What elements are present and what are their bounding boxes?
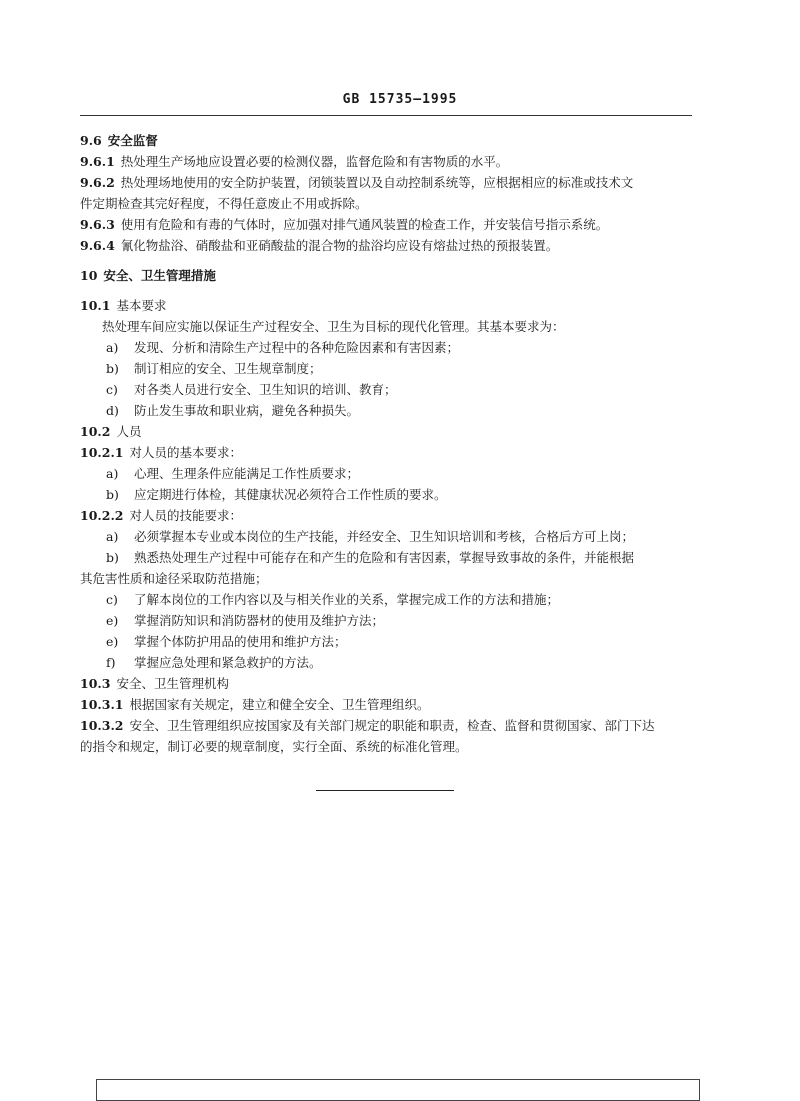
standard-number-header: GB 15735—1995 xyxy=(342,92,458,107)
clause-text: 的指令和规定，制订必要的规章制度，实行全面、系统的标准化管理。 xyxy=(80,739,468,754)
clause-number: 10.1 xyxy=(80,298,111,313)
document-line xyxy=(80,265,696,286)
clause-text: 防止发生事故和职业病，避免各种损失。 xyxy=(134,403,360,418)
list-item-label: d) xyxy=(106,403,119,418)
document-line xyxy=(80,337,696,358)
clause-text: 发现、分析和清除生产过程中的各种危险因素和有害因素； xyxy=(134,340,460,355)
clause-number: 9.6.2 xyxy=(80,175,115,190)
clause-text: 必须掌握本专业或本岗位的生产技能，并经安全、卫生知识培训和考核，合格后方可上岗； xyxy=(134,529,635,544)
clause-text: 制订相应的安全、卫生规章制度； xyxy=(134,361,322,376)
document-line xyxy=(80,379,696,400)
list-item-label: b) xyxy=(106,550,119,565)
document-line xyxy=(80,589,696,610)
clause-number: 9.6.4 xyxy=(80,238,115,253)
document-line xyxy=(80,130,696,151)
clause-text: 安全监督 xyxy=(107,133,158,148)
document-line xyxy=(80,463,696,484)
document-line xyxy=(80,421,696,442)
header-rule xyxy=(80,115,692,116)
clause-text: 人员 xyxy=(116,424,142,439)
section-gap xyxy=(80,286,696,295)
document-body xyxy=(80,130,696,757)
list-item-label: b) xyxy=(106,361,119,376)
clause-text: 安全、卫生管理组织应按国家及有关部门规定的职能和职责，检查、监督和贯彻国家、部门下达 xyxy=(129,718,655,733)
document-line xyxy=(80,400,696,421)
document-line xyxy=(80,151,696,172)
document-line xyxy=(80,316,696,337)
list-item-label: f) xyxy=(106,655,116,670)
list-item-label: e) xyxy=(106,634,119,649)
clause-text: 掌握个体防护用品的使用和维护方法； xyxy=(134,634,347,649)
list-item-label: a) xyxy=(106,466,119,481)
clause-number: 10.2.1 xyxy=(80,445,124,460)
clause-text: 熟悉热处理生产过程中可能存在和产生的危险和有害因素，掌握导致事故的条件，并能根据 xyxy=(134,550,635,565)
clause-text: 心理、生理条件应能满足工作性质要求； xyxy=(134,466,360,481)
clause-number: 9.6 xyxy=(80,133,102,148)
document-line xyxy=(80,652,696,673)
document-line xyxy=(80,214,696,235)
list-item-label: a) xyxy=(106,340,119,355)
list-item-label: c) xyxy=(106,592,118,607)
clause-text: 对人员的基本要求： xyxy=(129,445,243,460)
list-item-label: c) xyxy=(106,382,118,397)
clause-text: 其危害性质和途径采取防范措施； xyxy=(80,571,268,586)
clause-number: 10.3.1 xyxy=(80,697,124,712)
document-line xyxy=(80,568,696,589)
clause-text: 热处理场地使用的安全防护装置，闭锁装置以及自动控制系统等，应根据相应的标准或技术文 xyxy=(120,175,634,190)
clause-text: 对人员的技能要求： xyxy=(129,508,243,523)
clause-number: 10 xyxy=(80,268,98,283)
clause-number: 10.2.2 xyxy=(80,508,124,523)
clause-number: 9.6.1 xyxy=(80,154,115,169)
clause-text: 热处理车间应实施以保证生产过程安全、卫生为目标的现代化管理。其基本要求为： xyxy=(102,319,565,334)
clause-text: 根据国家有关规定，建立和健全安全、卫生管理组织。 xyxy=(129,697,430,712)
list-item-label: e) xyxy=(106,613,119,628)
clause-number: 9.6.3 xyxy=(80,217,115,232)
clause-number: 10.3 xyxy=(80,676,111,691)
clause-text: 应定期进行体检，其健康状况必须符合工作性质的要求。 xyxy=(134,487,447,502)
clause-text: 对各类人员进行安全、卫生知识的培训、教育； xyxy=(134,382,397,397)
clause-text: 热处理生产场地应设置必要的检测仪器，监督危险和有害物质的水平。 xyxy=(120,154,509,169)
document-line xyxy=(80,610,696,631)
document-line xyxy=(80,295,696,316)
clause-number: 10.3.2 xyxy=(80,718,124,733)
clause-text: 件定期检查其完好程度，不得任意废止不用或拆除。 xyxy=(80,196,368,211)
clause-text: 掌握消防知识和消防器材的使用及维护方法； xyxy=(134,613,385,628)
page-footer-frame xyxy=(96,1079,700,1101)
clause-text: 安全、卫生管理措施 xyxy=(103,268,216,283)
document-line xyxy=(80,442,696,463)
document-line xyxy=(80,631,696,652)
document-line xyxy=(80,694,696,715)
section-gap xyxy=(80,256,696,265)
document-line xyxy=(80,673,696,694)
clause-text: 使用有危险和有毒的气体时，应加强对排气通风装置的检查工作，并安装信号指示系统。 xyxy=(120,217,609,232)
list-item-label: a) xyxy=(106,529,119,544)
document-line xyxy=(80,358,696,379)
list-item-label: b) xyxy=(106,487,119,502)
clause-text: 基本要求 xyxy=(116,298,167,313)
clause-text: 安全、卫生管理机构 xyxy=(116,676,229,691)
clause-text: 氰化物盐浴、硝酸盐和亚硝酸盐的混合物的盐浴均应设有熔盐过热的预报装置。 xyxy=(120,238,559,253)
document-line xyxy=(80,715,696,736)
end-of-document-rule xyxy=(316,790,454,791)
document-line xyxy=(80,193,696,214)
document-line xyxy=(80,526,696,547)
clause-text: 掌握应急处理和紧急救护的方法。 xyxy=(134,655,322,670)
document-line xyxy=(80,172,696,193)
document-line xyxy=(80,547,696,568)
document-line xyxy=(80,505,696,526)
clause-text: 了解本岗位的工作内容以及与相关作业的关系，掌握完成工作的方法和措施； xyxy=(134,592,560,607)
clause-number: 10.2 xyxy=(80,424,111,439)
document-line xyxy=(80,736,696,757)
document-line xyxy=(80,484,696,505)
document-line xyxy=(80,235,696,256)
